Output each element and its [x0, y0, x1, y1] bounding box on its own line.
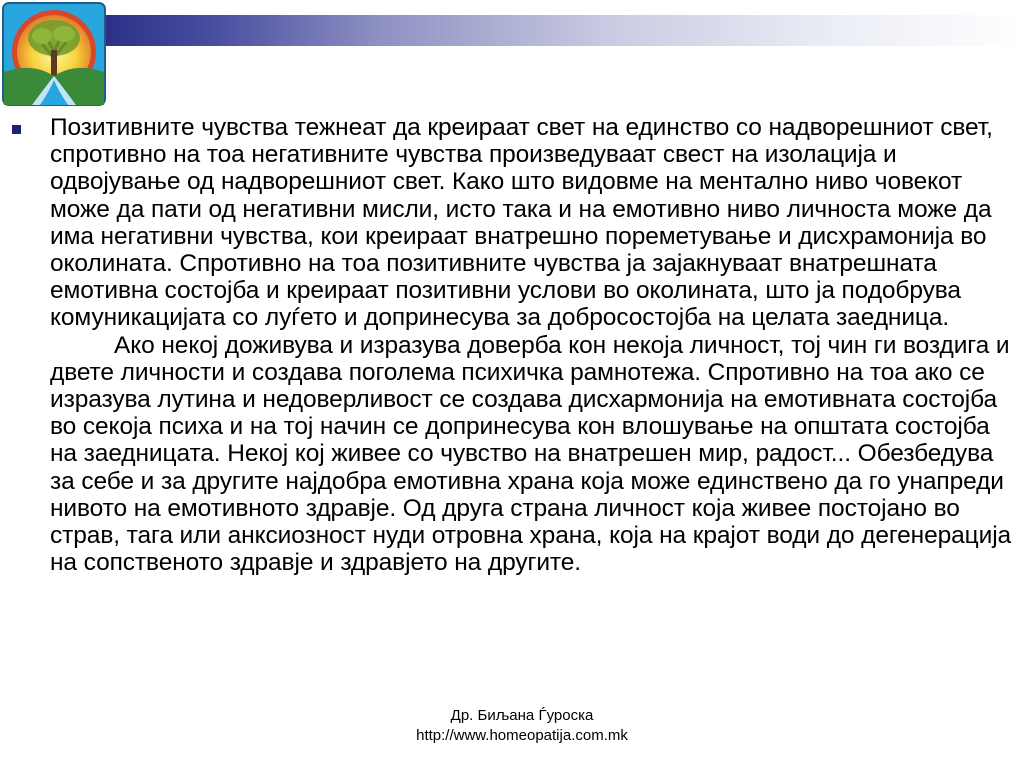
- square-bullet-icon: [12, 125, 21, 134]
- footer-author: Др. Биљана Ѓуроска: [450, 707, 594, 724]
- header-gradient-bar: [104, 15, 1024, 46]
- tree-sun-river-logo-icon: [2, 2, 106, 106]
- slide-footer: [0, 706, 1024, 746]
- paragraph-trust: Ако некој доживува и изразува доверба кон некоја личност, тој чин ги воздига и двете личности и создава поголема психичка рамнотежа. Спротивно на тоа ако се изразува лутина и недоверливост се создава дисхармонија на емотивната состојба во секоја психа и на тој начин се допринесува кон влошување на општата состојба на заедницата. Некој кој живее со чувство на внатрешен мир, радост... Обезбедува за себе и за другите најдобра емотивна храна која може единствено да го унапреди нивото на емотивното здравје. Од друга страна личност која живее постојано во страв, тага или анксиозност нуди отровна храна, која на крајот води до дегенерација на сопственото здравје и здравјето на другите.: [50, 331, 1012, 577]
- paragraph-positive-feelings: Позитивните чувства тежнеат да креираат свет на единство со надворешниот свет, спротивно на тоа негативните чувства произведуваат свест на изолација и одвојување од надворешниот свет. Како што видовме на ментално ниво човекот може да пати од негативни мисли, исто така и на емотивно ниво личноста може да има негативни чувства, кои креираат внатрешно пореметување и дисхрамонија во околината. Спротивно на тоа позитивните чувства ја зајакнуваат внатрешната емотивна состојба и креираат позитивни услови во околината, што ја подобрува комуникацијата со луѓето и допринесува за добросостојба на целата заедница.: [50, 114, 993, 332]
- footer-url: http://www.homeopatija.com.mk: [416, 727, 628, 744]
- slide-body: [50, 114, 1020, 576]
